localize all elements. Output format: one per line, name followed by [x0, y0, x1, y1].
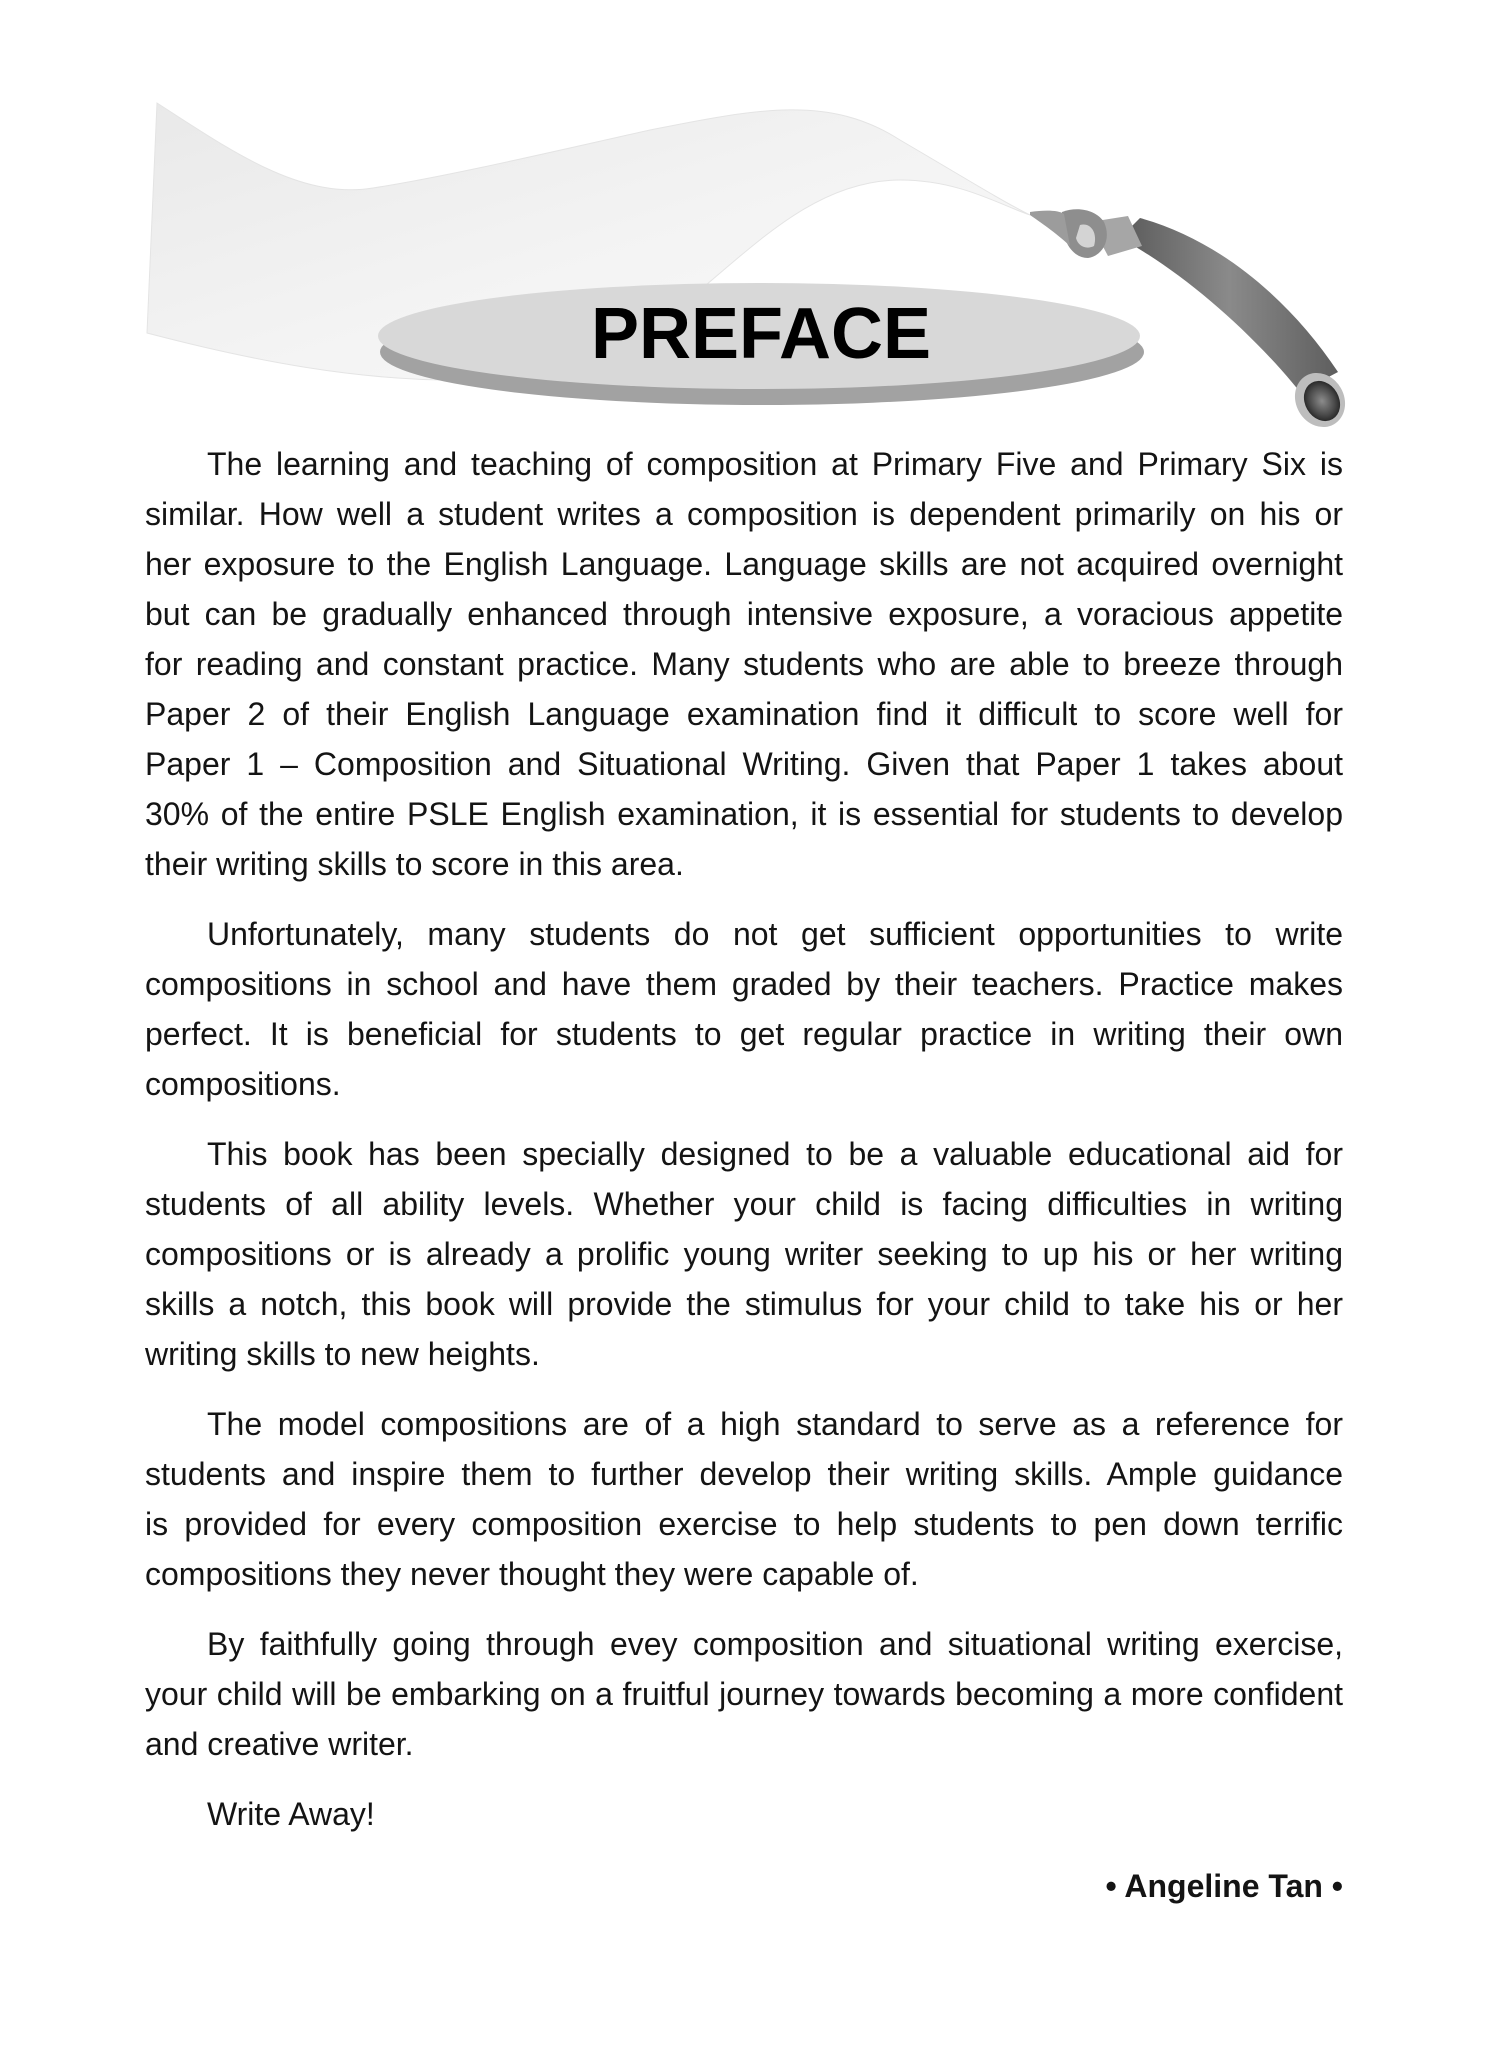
- text-line: The model compositions are of a high standard to serve as a reference for: [207, 1406, 1343, 1442]
- text-line: your child will be embarking on a fruitful journey towards becoming a more confident: [145, 1676, 1343, 1712]
- text-line: Unfortunately, many students do not get sufficient opportunities to write: [207, 916, 1343, 952]
- text-line: skills a notch, this book will provide the stimulus for your child to take his or her: [145, 1286, 1343, 1322]
- text-line: writing skills to new heights.: [145, 1336, 540, 1372]
- paragraph-1: [145, 439, 1343, 889]
- page-title: PREFACE: [590, 294, 932, 374]
- text-line: perfect. It is beneficial for students to get regular practice in writing their own: [145, 1016, 1343, 1052]
- text-line: their writing skills to score in this area.: [145, 846, 684, 882]
- text-line: Paper 2 of their English Language examination find it difficult to score well for: [145, 696, 1343, 732]
- text-line: compositions or is already a prolific young writer seeking to up his or her writing: [145, 1236, 1343, 1272]
- text-line: This book has been specially designed to be a valuable educational aid for: [207, 1136, 1343, 1172]
- text-line: By faithfully going through evey composition and situational writing exercise,: [207, 1626, 1343, 1662]
- text-line: similar. How well a student writes a composition is dependent primarily on his or: [145, 496, 1343, 532]
- paragraph-2: [145, 909, 1343, 1109]
- preface-header-artwork: [0, 0, 1489, 460]
- paragraph-3: [145, 1129, 1343, 1379]
- text-line: students of all ability levels. Whether your child is facing difficulties in writing: [145, 1186, 1343, 1222]
- paragraph-5: [145, 1619, 1343, 1769]
- text-line: for reading and constant practice. Many students who are able to breeze through: [145, 646, 1343, 682]
- text-line: is provided for every composition exercise to help students to pen down terrific: [145, 1506, 1343, 1542]
- author-signature: • Angeline Tan •: [1105, 1868, 1343, 1904]
- text-line: and creative writer.: [145, 1726, 414, 1762]
- text-line: her exposure to the English Language. Language skills are not acquired overnight: [145, 546, 1343, 582]
- text-line: compositions they never thought they were capable of.: [145, 1556, 919, 1592]
- closing-line: Write Away!: [207, 1796, 375, 1832]
- paragraph-4: [145, 1399, 1343, 1599]
- text-line: Paper 1 – Composition and Situational Writing. Given that Paper 1 takes about: [145, 746, 1343, 782]
- text-line: 30% of the entire PSLE English examination, it is essential for students to develop: [145, 796, 1343, 832]
- text-line: but can be gradually enhanced through intensive exposure, a voracious appetite: [145, 596, 1343, 632]
- preface-body: [145, 439, 1343, 1911]
- text-line: The learning and teaching of composition at Primary Five and Primary Six is: [207, 446, 1343, 482]
- text-line: compositions in school and have them graded by their teachers. Practice makes: [145, 966, 1343, 1002]
- text-line: students and inspire them to further develop their writing skills. Ample guidance: [145, 1456, 1343, 1492]
- text-line: compositions.: [145, 1066, 341, 1102]
